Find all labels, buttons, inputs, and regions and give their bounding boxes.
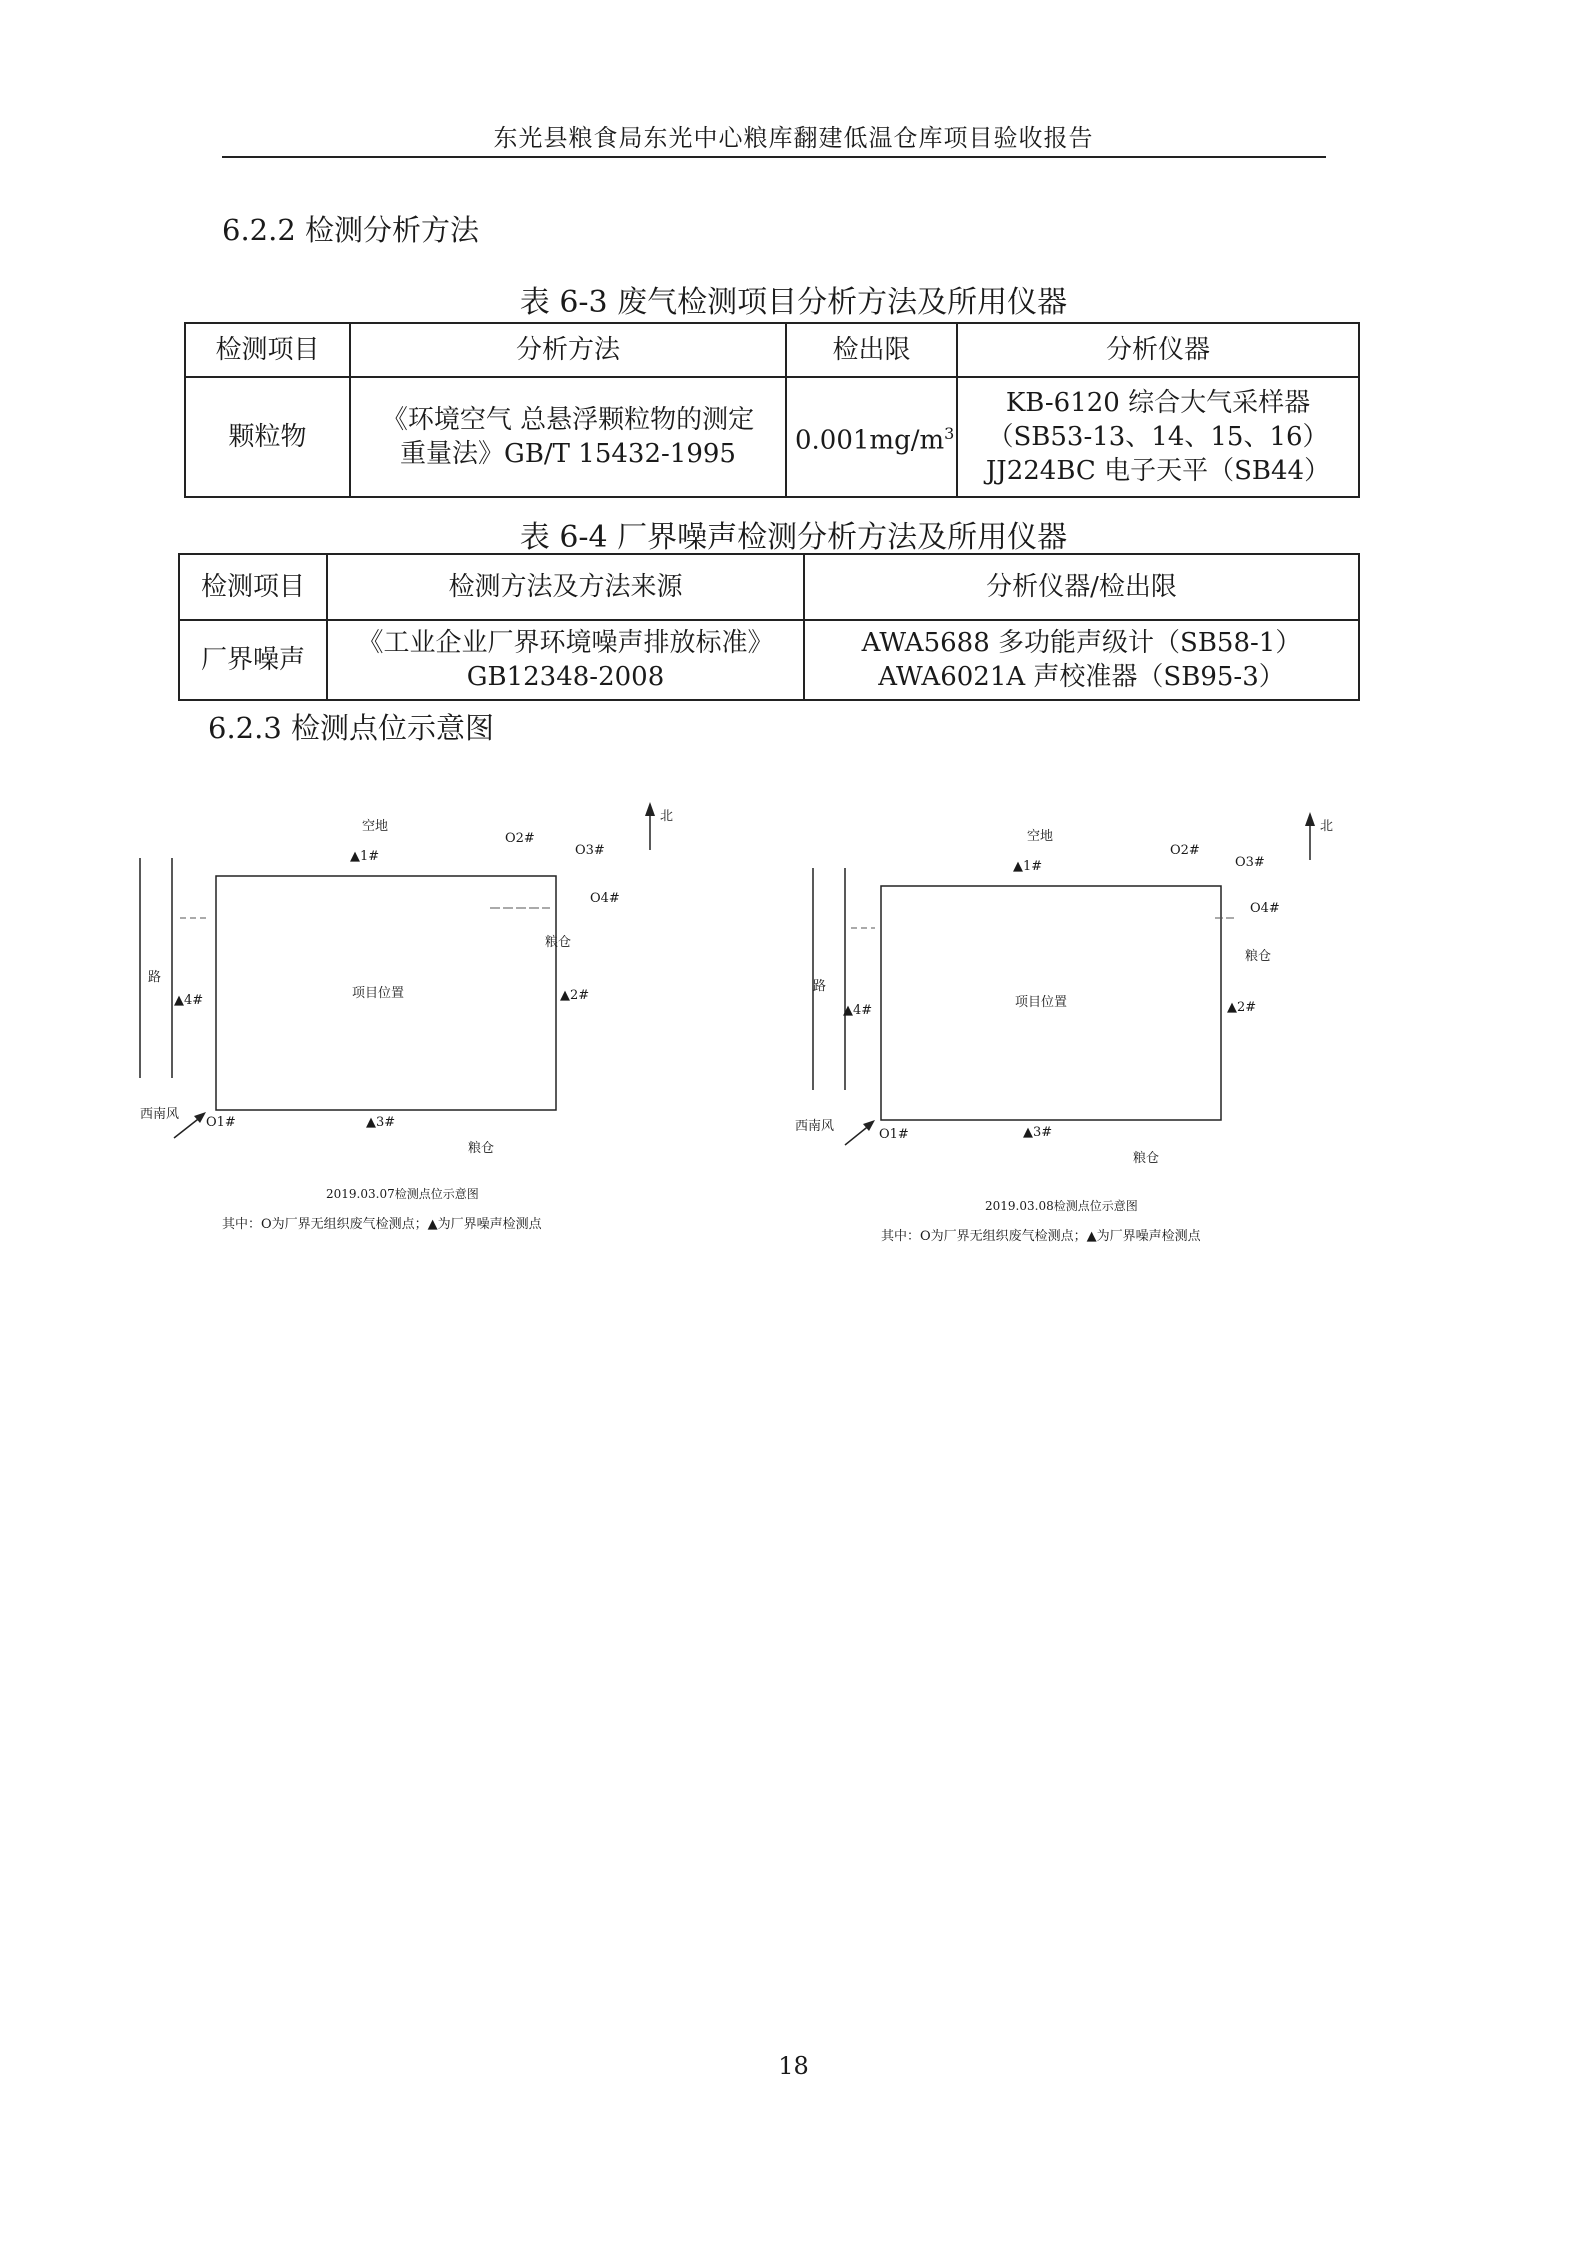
open-land-label: 空地 bbox=[1027, 829, 1054, 844]
noise-point-3: ▲3# bbox=[366, 1115, 396, 1130]
table-cell-instrument bbox=[804, 620, 1359, 700]
air-point-3: O3# bbox=[575, 843, 605, 858]
noise-point-4: ▲4# bbox=[843, 1003, 873, 1018]
section-6-2-2-heading: 6.2.2 检测分析方法 bbox=[222, 213, 480, 247]
map-caption: 2019.03.07检测点位示意图 bbox=[326, 1187, 479, 1201]
table-6-3-caption: 表 6-3 废气检测项目分析方法及所用仪器 bbox=[519, 285, 1068, 320]
table-header-cell: 检出限 bbox=[786, 323, 957, 377]
table-cell-method bbox=[350, 377, 786, 497]
table-header-cell: 分析方法 bbox=[350, 323, 786, 377]
map-legend: 其中：O为厂界无组织废气检测点；▲为厂界噪声检测点 bbox=[222, 1217, 542, 1232]
limit-value: 0.001mg/m bbox=[795, 425, 945, 456]
noise-point-3: ▲3# bbox=[1023, 1125, 1053, 1140]
map-legend: 其中：O为厂界无组织废气检测点；▲为厂界噪声检测点 bbox=[881, 1229, 1201, 1244]
open-land-label: 空地 bbox=[362, 819, 389, 834]
air-point-1: O1# bbox=[879, 1127, 909, 1142]
air-point-4: O4# bbox=[590, 891, 620, 906]
road-label: 路 bbox=[148, 970, 162, 985]
air-point-2: O2# bbox=[1170, 843, 1200, 858]
method-line-2: 重量法》GB/T 15432-1995 bbox=[400, 439, 736, 469]
table-cell-limit bbox=[786, 377, 957, 497]
header-title: 东光县粮食局东光中心粮库翻建低温仓库项目验收报告 bbox=[493, 124, 1094, 152]
header-divider bbox=[222, 156, 1326, 158]
instrument-line-1: AWA5688 多功能声级计（SB58-1） bbox=[861, 628, 1302, 658]
north-arrow-head bbox=[645, 802, 655, 816]
north-label: 北 bbox=[1320, 819, 1334, 834]
table-6-3 bbox=[184, 322, 1360, 498]
noise-point-1: ▲1# bbox=[1013, 859, 1043, 874]
table-cell-item: 厂界噪声 bbox=[179, 620, 327, 700]
granary-label-south: 粮仓 bbox=[468, 1141, 495, 1156]
page-number: 18 bbox=[778, 2052, 809, 2080]
monitoring-map-0307 bbox=[130, 790, 690, 1250]
instrument-line-1: KB-6120 综合大气采样器 bbox=[1005, 388, 1311, 418]
project-label: 项目位置 bbox=[1015, 995, 1068, 1010]
noise-point-4: ▲4# bbox=[174, 993, 204, 1008]
map-caption: 2019.03.08检测点位示意图 bbox=[985, 1199, 1138, 1213]
air-point-4: O4# bbox=[1250, 901, 1280, 916]
granary-label-east: 粮仓 bbox=[1245, 949, 1272, 964]
wind-label: 西南风 bbox=[140, 1107, 180, 1122]
granary-label-east: 粮仓 bbox=[545, 935, 572, 950]
wind-label: 西南风 bbox=[795, 1119, 835, 1134]
instrument-line-2: （SB53-13、14、15、16） bbox=[987, 422, 1329, 452]
method-line-1: 《工业企业厂界环境噪声排放标准》 bbox=[357, 628, 774, 658]
noise-point-2: ▲2# bbox=[1227, 1000, 1257, 1015]
table-cell-method bbox=[327, 620, 804, 700]
table-header-cell: 检测项目 bbox=[185, 323, 350, 377]
table-header-cell: 检测方法及方法来源 bbox=[327, 554, 804, 620]
table-6-4 bbox=[178, 553, 1360, 701]
north-arrow-head bbox=[1305, 812, 1315, 826]
air-point-1: O1# bbox=[206, 1115, 236, 1130]
table-header-cell: 分析仪器 bbox=[957, 323, 1359, 377]
method-line-2: GB12348-2008 bbox=[466, 662, 665, 692]
table-cell-item: 颗粒物 bbox=[185, 377, 350, 497]
table-6-4-caption: 表 6-4 厂界噪声检测分析方法及所用仪器 bbox=[519, 520, 1068, 555]
north-label: 北 bbox=[660, 809, 674, 824]
granary-label-south: 粮仓 bbox=[1133, 1151, 1160, 1166]
table-cell-instrument bbox=[957, 377, 1359, 497]
section-6-2-3-heading: 6.2.3 检测点位示意图 bbox=[208, 711, 495, 745]
project-label: 项目位置 bbox=[352, 986, 405, 1001]
instrument-line-3: JJ224BC 电子天平（SB44） bbox=[985, 456, 1331, 486]
method-line-1: 《环境空气 总悬浮颗粒物的测定 bbox=[381, 405, 755, 435]
air-point-3: O3# bbox=[1235, 855, 1265, 870]
noise-point-2: ▲2# bbox=[560, 988, 590, 1003]
road-label: 路 bbox=[813, 979, 827, 994]
table-header-cell: 分析仪器/检出限 bbox=[804, 554, 1359, 620]
table-header-cell: 检测项目 bbox=[179, 554, 327, 620]
air-point-2: O2# bbox=[505, 831, 535, 846]
noise-point-1: ▲1# bbox=[350, 849, 380, 864]
limit-superscript: 3 bbox=[944, 423, 955, 443]
monitoring-map-0308 bbox=[795, 800, 1355, 1260]
instrument-line-2: AWA6021A 声校准器（SB95-3） bbox=[878, 662, 1285, 692]
